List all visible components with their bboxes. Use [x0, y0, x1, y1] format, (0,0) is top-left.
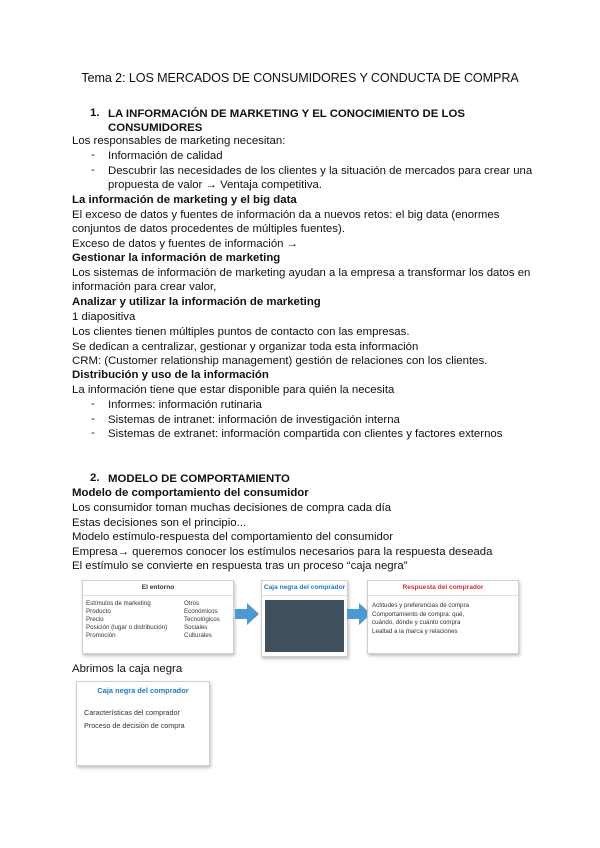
caja-negra-abierta-card: [76, 681, 210, 766]
paragraph-line: Se dedican a centralizar, gestionar y organizar toda esta información: [72, 341, 419, 353]
caja-negra-title: Caja negra del comprador: [262, 581, 347, 596]
section-1-number: 1.: [90, 107, 100, 119]
caja-negra-item: Proceso de decisión de compra: [84, 721, 185, 730]
entorno-item: Producto: [86, 608, 111, 615]
subheading-gestionar: Gestionar la información de marketing: [72, 252, 281, 264]
paragraph-line: conjuntos de datos procedentes de múltiples fuentes).: [72, 223, 345, 235]
respuesta-item: Actitudes y preferencias de compra: [372, 602, 469, 609]
section-2-number: 2.: [90, 472, 100, 484]
paragraph-line: El exceso de datos y fuentes de información da a nuevos retos: el big data (enormes: [72, 209, 500, 221]
subheading-analizar: Analizar y utilizar la información de marketing: [72, 296, 321, 308]
respuesta-item: cuándo, dónde y cuánto compra: [372, 619, 461, 626]
respuesta-item: Comportamiento de compra: qué,: [372, 611, 465, 618]
paragraph-line: CRM: (Customer relationship management) gestión de relaciones con los clientes.: [72, 355, 488, 367]
paragraph-line: Los clientes tienen múltiples puntos de contacto con las empresas.: [72, 326, 410, 338]
entorno-item: Estímulos de marketing: [86, 600, 151, 607]
paragraph-line: Exceso de datos y fuentes de información →: [72, 238, 299, 250]
caja-negra-abierta-title: Caja negra del comprador: [97, 686, 189, 695]
dash-marker: -: [91, 149, 95, 161]
caja-negra-item: Características del comprador: [84, 708, 180, 717]
dash-marker: -: [91, 164, 95, 176]
entorno-item: Promoción: [86, 632, 116, 639]
subheading-modelo: Modelo de comportamiento del consumidor: [72, 487, 309, 499]
list-item: Informes: información rutinaria: [108, 399, 262, 411]
intro-text: Los responsables de marketing necesitan:: [72, 135, 286, 147]
list-item: Información de calidad: [108, 150, 223, 162]
paragraph-line: Los consumidor toman muchas decisiones de compra cada día: [72, 502, 392, 514]
paragraph-line: El estímulo se convierte en respuesta tras un proceso “caja negra”: [72, 560, 408, 572]
paragraph-line: Modelo estímulo-respuesta del comportamiento del consumidor: [72, 531, 393, 543]
paragraph-line: Abrimos la caja negra: [72, 663, 183, 675]
entorno-item: Tecnológicos: [184, 616, 220, 623]
list-item: Sistemas de extranet: información compartida con clientes y factores externos: [108, 428, 503, 440]
respuesta-item: Lealtad a la marca y relaciones: [372, 628, 458, 635]
section-1-title-line1: LA INFORMACIÓN DE MARKETING Y EL CONOCIMIENTO DE LOS: [108, 108, 465, 120]
paragraph-line: información para crear valor,: [72, 281, 217, 293]
paragraph-line: Estas decisiones son el principio...: [72, 517, 247, 529]
arrow-right-icon: [247, 603, 259, 625]
dash-marker: -: [91, 398, 95, 410]
list-item-continuation: propuesta de valor → Ventaja competitiva.: [108, 179, 323, 191]
dash-marker: -: [91, 427, 95, 439]
paragraph-line: 1 diapositiva: [72, 311, 136, 323]
entorno-item: Culturales: [184, 632, 212, 639]
section-2-title: MODELO DE COMPORTAMIENTO: [108, 473, 290, 485]
subheading-big-data: La información de marketing y el big data: [72, 194, 297, 206]
respuesta-title: Respuesta del comprador: [368, 581, 518, 596]
list-item: Descubrir las necesidades de los clientes y la situación de mercados para crear una: [108, 165, 533, 177]
page-title: Tema 2: LOS MERCADOS DE CONSUMIDORES Y CONDUCTA DE COMPRA: [81, 71, 519, 85]
caja-negra-card: [261, 580, 348, 657]
section-1-title-line2: CONSUMIDORES: [108, 122, 203, 134]
entorno-item: Otros: [184, 600, 200, 607]
paragraph-line: Los sistemas de información de marketing ayudan a la empresa a transformar los datos en: [72, 267, 531, 279]
entorno-item: Sociales: [184, 624, 208, 631]
list-item: Sistemas de intranet: información de investigación interna: [108, 414, 400, 426]
entorno-item: Posición (lugar o distribución): [86, 624, 168, 631]
entorno-item: Precio: [86, 616, 104, 623]
subheading-distribucion: Distribución y uso de la información: [72, 369, 269, 381]
dash-marker: -: [91, 413, 95, 425]
entorno-card-title: El entorno: [83, 581, 233, 596]
entorno-item: Económicos: [184, 608, 218, 615]
entorno-card: [82, 580, 234, 654]
black-box-shape: [265, 600, 344, 652]
paragraph-line: Empresa→ queremos conocer los estímulos necesarios para la respuesta deseada: [72, 546, 493, 558]
respuesta-card: [367, 580, 519, 654]
paragraph-line: La información tiene que estar disponible para quién la necesita: [72, 384, 395, 396]
